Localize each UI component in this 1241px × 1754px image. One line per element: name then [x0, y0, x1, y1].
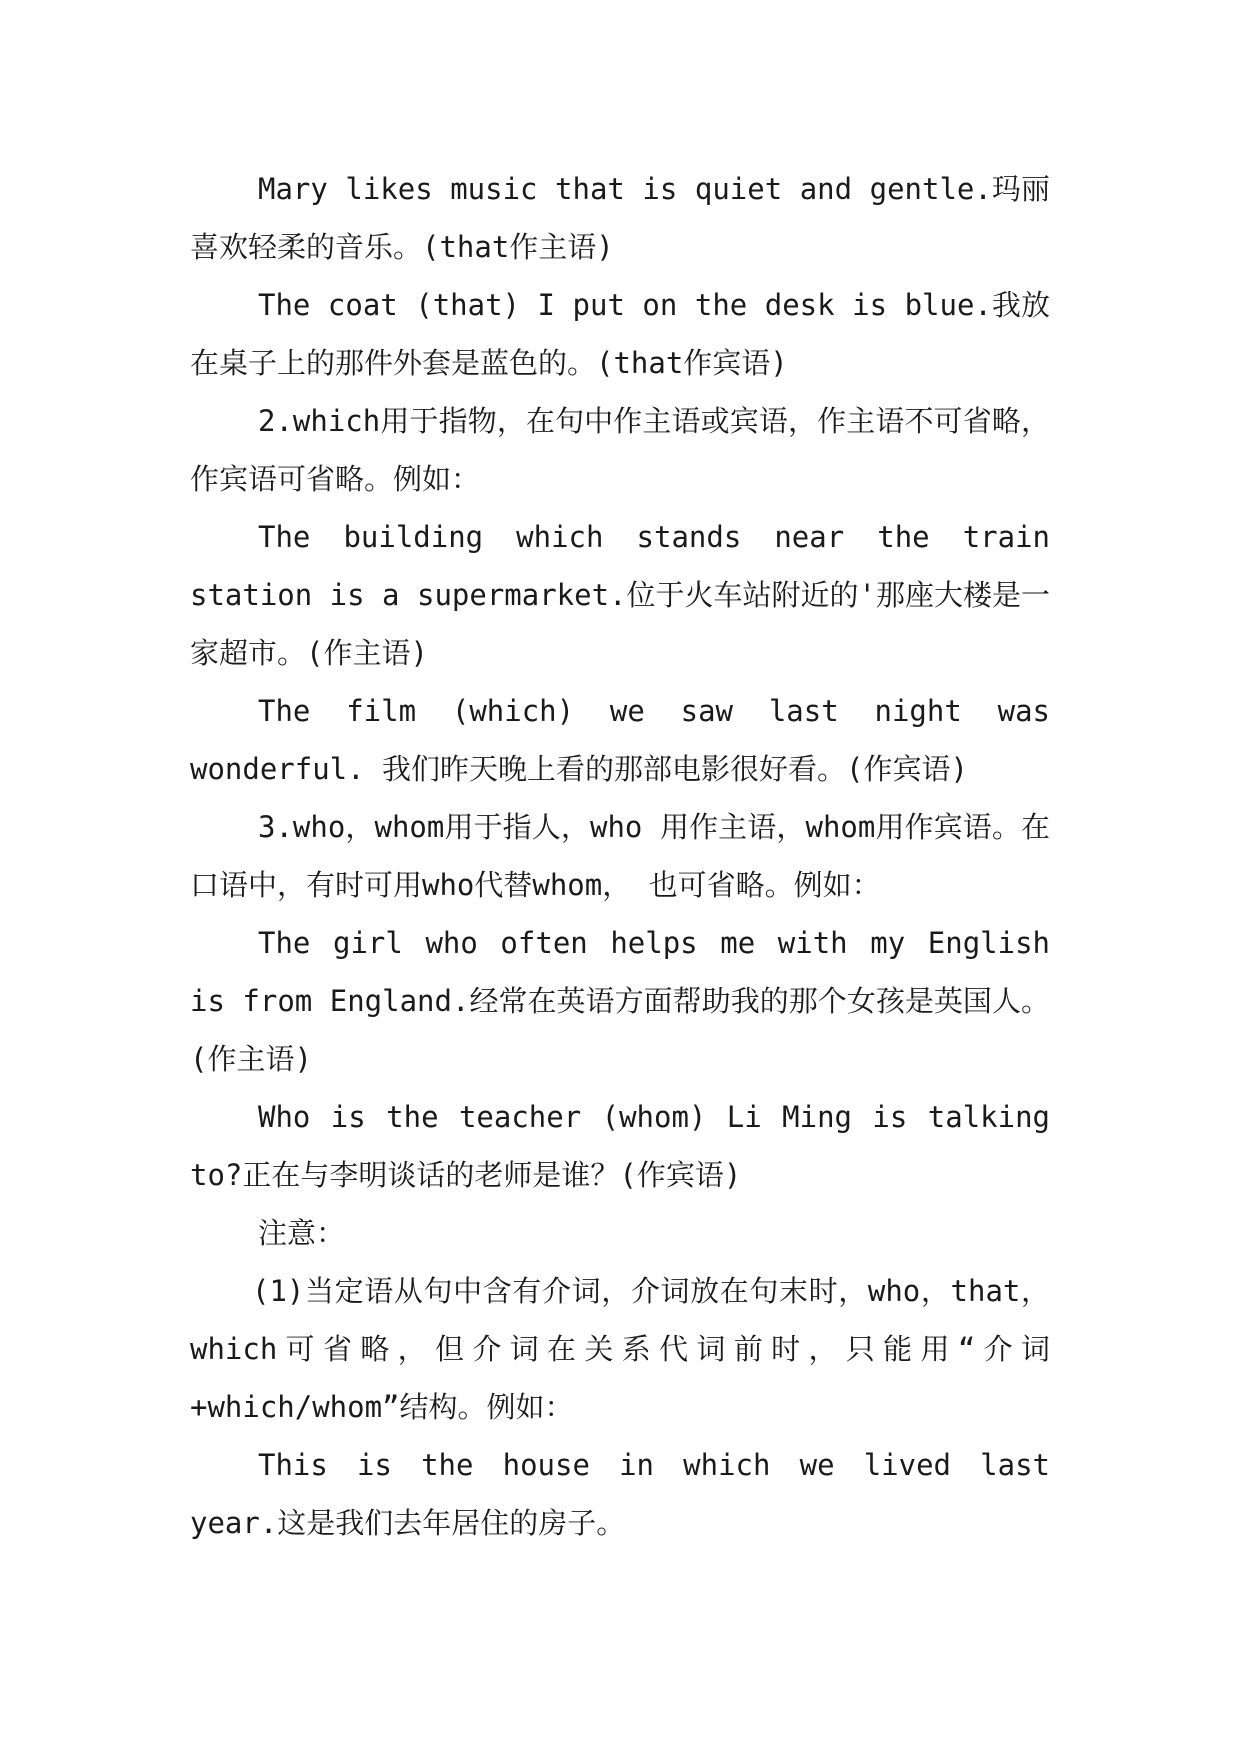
- paragraph-example-preposition-which: This is the house in which we lived last year.这是我们去年居住的房子。: [190, 1448, 1050, 1540]
- document-body: [190, 160, 1050, 1552]
- paragraph-rule-which: 2.which用于指物，在句中作主语或宾语，作主语不可省略，作宾语可省略。例如：: [190, 404, 1050, 496]
- paragraph-note-1: (1)当定语从句中含有介词，介词放在句末时，who，that，which可省略，但介词在关系代词前时，只能用“介词+which/whom”结构。例如：: [190, 1274, 1050, 1424]
- paragraph-note-heading: 注意：: [258, 1216, 346, 1250]
- paragraph-example-that-subject: Mary likes music that is quiet and gentle.玛丽喜欢轻柔的音乐。(that作主语): [190, 172, 1050, 264]
- paragraph-example-that-object: The coat (that) I put on the desk is blue.我放在桌子上的那件外套是蓝色的。(that作宾语): [190, 288, 1050, 380]
- paragraph-example-which-object: The film (which) we saw last night was wonderful. 我们昨天晚上看的那部电影很好看。(作宾语): [190, 694, 1050, 786]
- paragraph-example-whom-object: Who is the teacher (whom) Li Ming is talking to?正在与李明谈话的老师是谁？(作宾语): [190, 1100, 1050, 1192]
- paragraph-example-who-subject: The girl who often helps me with my English is from England.经常在英语方面帮助我的那个女孩是英国人。(作主语): [190, 926, 1050, 1076]
- paragraph-rule-who-whom: 3.who，whom用于指人，who 用作主语，whom用作宾语。在口语中，有时可用who代替whom， 也可省略。例如：: [190, 810, 1050, 902]
- paragraph-example-which-subject: The building which stands near the train station is a supermarket.位于火车站附近的'那座大楼是一家超市。(作主语): [190, 520, 1050, 670]
